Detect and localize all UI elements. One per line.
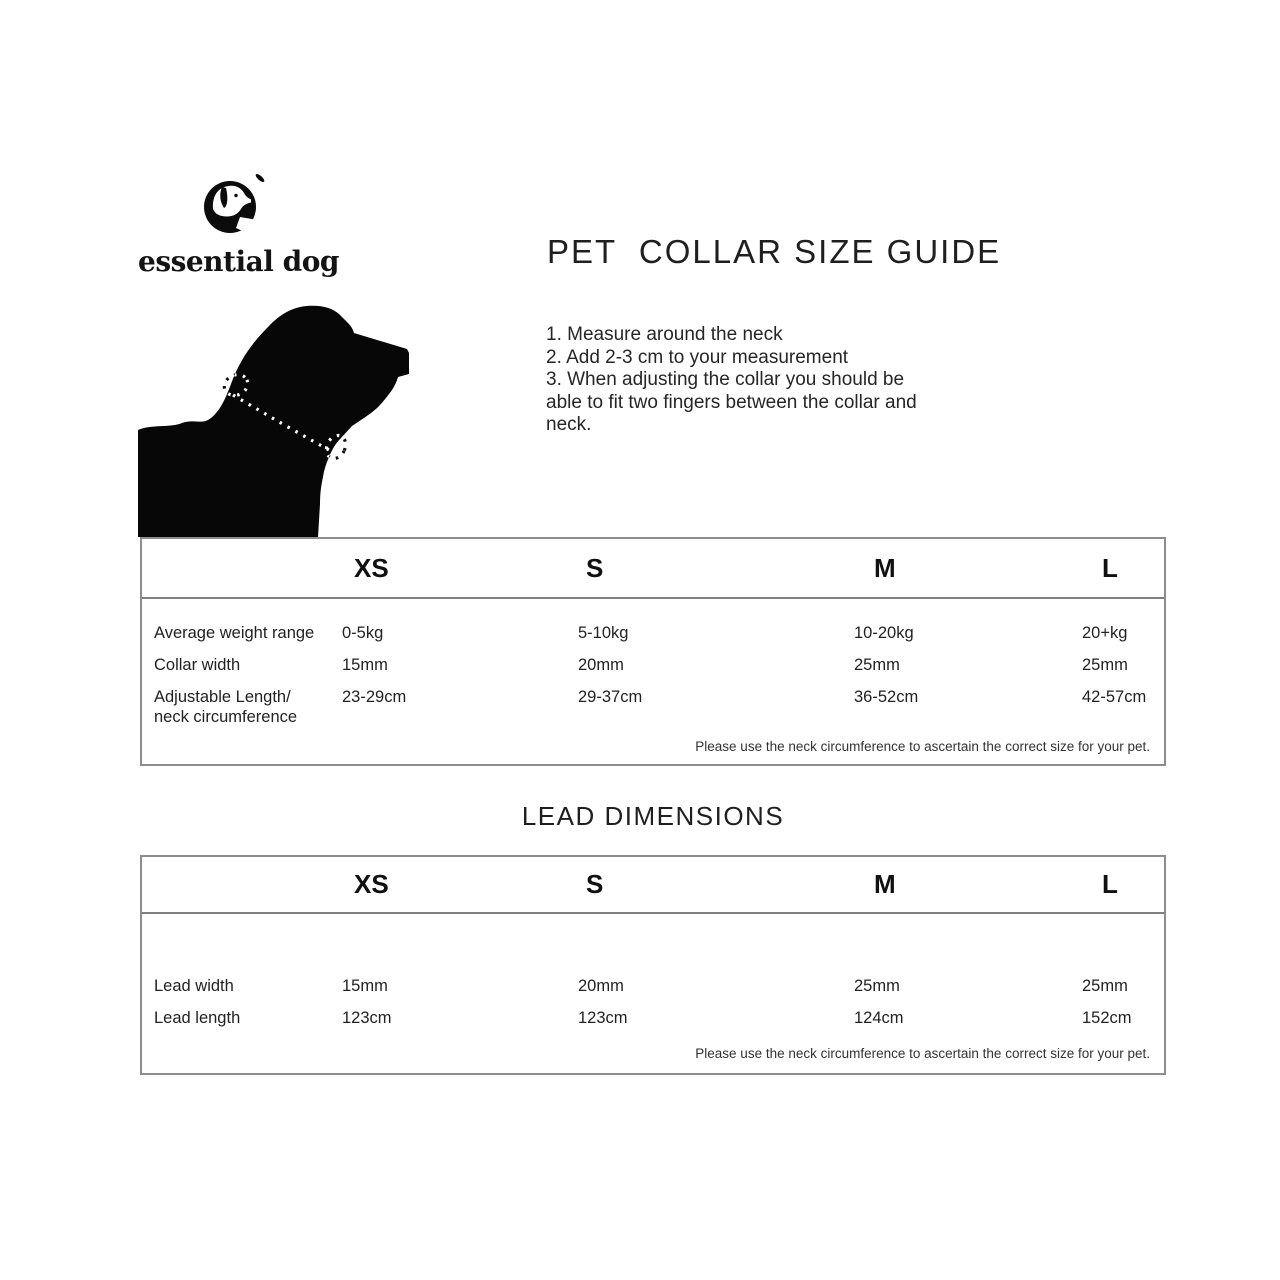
size-column-header: L <box>1102 552 1118 583</box>
table-cell: 20mm <box>578 656 624 674</box>
table-cell: 25mm <box>854 977 900 995</box>
table-cell: 42-57cm <box>1082 688 1147 706</box>
table-cell: 20+kg <box>1082 624 1128 642</box>
measuring-instructions <box>546 324 931 437</box>
lead-dimensions-heading: LEAD DIMENSIONS <box>521 801 785 831</box>
table-cell: 25mm <box>1082 977 1128 995</box>
table-cell: 23-29cm <box>342 688 407 706</box>
table-cell: 123cm <box>342 1009 392 1027</box>
lead-table-body <box>142 914 1164 1073</box>
table-cell: 29-37cm <box>578 688 643 706</box>
lead-dimensions-table <box>140 855 1166 1075</box>
table-cell: 5-10kg <box>578 624 629 642</box>
table-row <box>142 623 1164 643</box>
table-footnote: Please use the neck circumference to ascertain the correct size for your pet. <box>695 739 1150 754</box>
table-row <box>142 687 1164 727</box>
collar-table-header <box>142 539 1164 599</box>
table-row <box>142 976 1164 996</box>
table-cell: 15mm <box>342 977 388 995</box>
dog-silhouette-icon <box>130 300 440 537</box>
table-footnote: Please use the neck circumference to ascertain the correct size for your pet. <box>695 1046 1150 1061</box>
instruction-step: 2. Add 2-3 cm to your measurement <box>546 346 849 368</box>
size-column-header: M <box>874 869 896 899</box>
instruction-step: 1. Measure around the neck <box>546 324 783 345</box>
size-column-header: M <box>874 552 896 583</box>
row-label: Adjustable Length/ neck circumference <box>154 688 298 726</box>
size-column-header: XS <box>354 869 389 899</box>
brand-e-dog-icon <box>200 171 274 241</box>
table-cell: 25mm <box>854 656 900 674</box>
row-label: Collar width <box>154 656 241 674</box>
collar-table-body <box>142 599 1164 764</box>
lead-table-header <box>142 857 1164 914</box>
table-cell: 20mm <box>578 977 624 995</box>
collar-size-table <box>140 537 1166 766</box>
size-column-header: L <box>1102 869 1118 899</box>
page-title: PET COLLAR SIZE GUIDE <box>547 233 1002 270</box>
table-cell: 10-20kg <box>854 624 914 642</box>
table-cell: 36-52cm <box>854 688 919 706</box>
table-row <box>142 655 1164 675</box>
size-column-header: S <box>586 552 604 583</box>
instruction-step: 3. When adjusting the collar you should be able to fit two fingers between the collar and neck. <box>546 369 917 435</box>
row-label: Lead length <box>154 1009 241 1027</box>
row-label: Average weight range <box>154 624 315 642</box>
table-cell: 0-5kg <box>342 624 384 642</box>
table-cell: 152cm <box>1082 1009 1132 1027</box>
table-cell: 124cm <box>854 1009 904 1027</box>
table-cell: 123cm <box>578 1009 628 1027</box>
table-row <box>142 1008 1164 1028</box>
size-column-header: S <box>586 869 604 899</box>
size-column-header: XS <box>354 552 389 583</box>
table-cell: 25mm <box>1082 656 1128 674</box>
brand-wordmark: essential dog <box>138 245 339 278</box>
row-label: Lead width <box>154 977 234 995</box>
table-cell: 15mm <box>342 656 388 674</box>
